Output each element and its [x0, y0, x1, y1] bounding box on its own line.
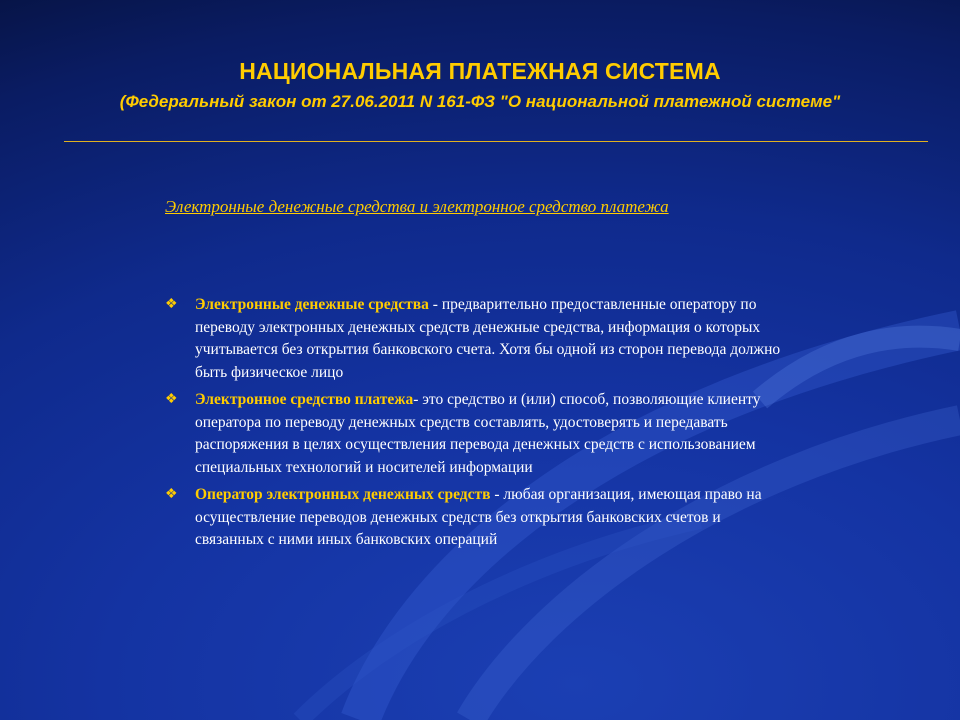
- bullet-term: Оператор электронных денежных средств: [195, 486, 491, 503]
- slide-title: НАЦИОНАЛЬНАЯ ПЛАТЕЖНАЯ СИСТЕМА: [239, 58, 721, 84]
- diamond-bullet-icon: ❖: [165, 297, 178, 312]
- bullet-item-electronic-money-operator: [165, 484, 785, 552]
- slide-subtitle: (Федеральный закон от 27.06.2011 N 161-ФЗ "О национальной платежной системе": [119, 92, 841, 111]
- bullet-definition: - это средство и (или) способ, позволяющие клиенту оператора по переводу денежных средств составлять, удостоверять и передавать распоряжения в целях осуществления перевода денежных средств с использованием специальных технологий и носителей информации: [195, 391, 761, 476]
- section-heading: Электронные денежные средства и электронное средство платежа: [165, 197, 669, 216]
- bullet-term: Электронные денежные средства: [195, 296, 429, 313]
- title-divider: [64, 141, 928, 142]
- bullet-definition: - любая организация, имеющая право на осуществление переводов денежных средств без открытия банковских счетов и связанных с ними иных банковских операций: [195, 486, 762, 548]
- bullet-item-electronic-payment-means: [165, 389, 785, 479]
- bullet-definition: - предварительно предоставленные оператору по переводу электронных денежных средств денежные средства, информация о которых учитывается без открытия банковского счета. Хотя бы одной из сторон перевода должно быть физическое лицо: [195, 296, 781, 381]
- bullet-term: Электронное средство платежа: [195, 391, 414, 408]
- bullet-list: [165, 294, 785, 557]
- diamond-bullet-icon: ❖: [165, 392, 178, 407]
- bullet-item-electronic-money: [165, 294, 785, 384]
- diamond-bullet-icon: ❖: [165, 487, 178, 502]
